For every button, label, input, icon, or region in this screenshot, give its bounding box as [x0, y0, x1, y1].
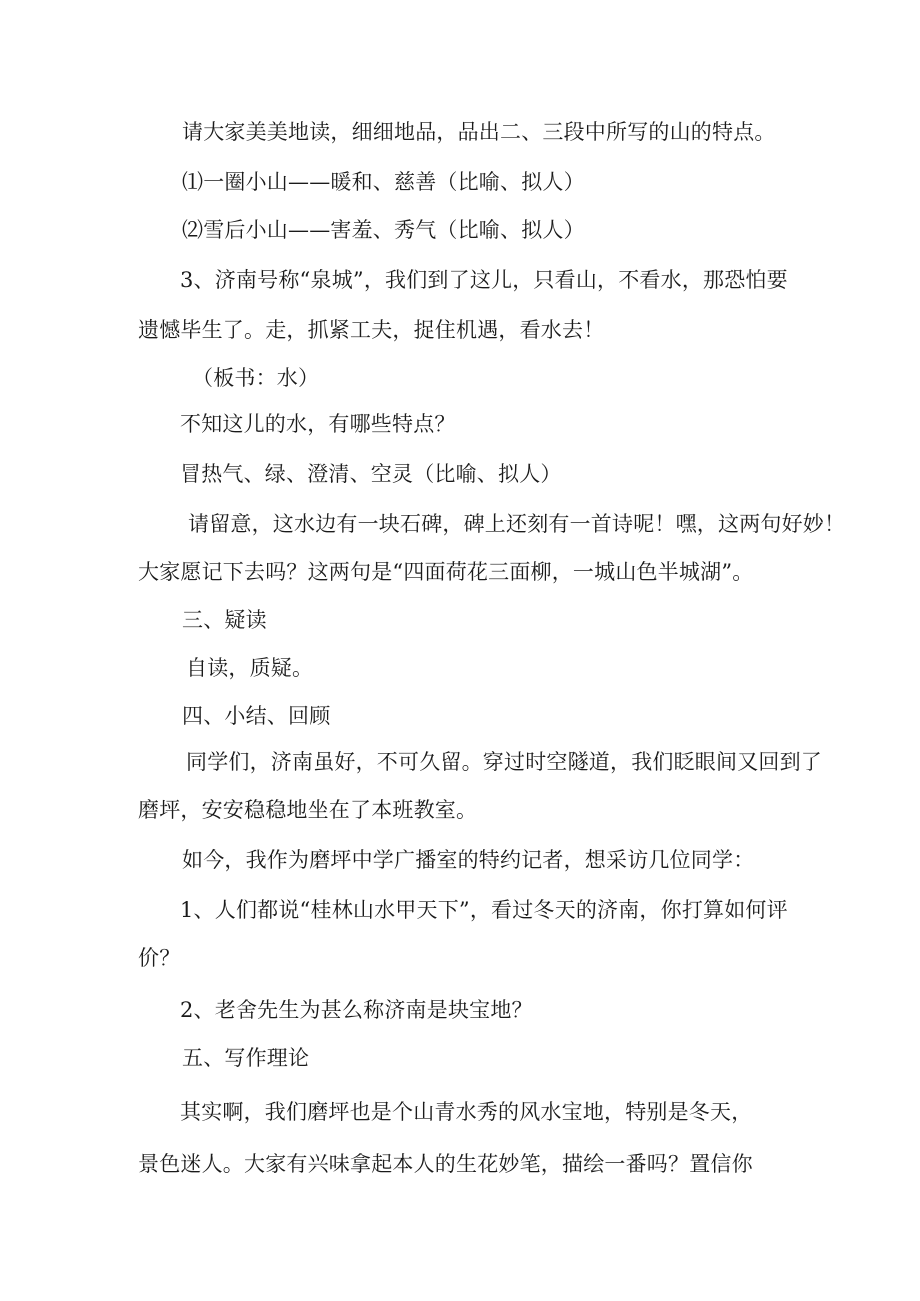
text-line: ⑵雪后小山——害羞、秀气（比喻、拟人） — [182, 218, 585, 242]
text-line: 景色迷人。大家有兴味拿起本人的生花妙笔，描绘一番吗？置信你 — [138, 1152, 753, 1176]
text-line: ⑴一圈小山——暖和、慈善（比喻、拟人） — [182, 170, 585, 194]
text-line: （板书：水） — [192, 366, 320, 390]
text-line: 请留意，这水边有一块石碑，碑上还刻有一首诗呢！嘿，这两句好妙！ — [188, 512, 846, 536]
text-line: 1、人们都说“桂林山水甲天下”，看过冬天的济南，你打算如何评 — [180, 898, 788, 922]
text-line: 其实啊，我们磨坪也是个山青水秀的风水宝地，特别是冬天， — [180, 1100, 753, 1124]
text-line: 2、老舍先生为甚么称济南是块宝地？ — [180, 998, 533, 1022]
text-line: 遗憾毕生了。走，抓紧工夫，捉住机遇，看水去！ — [138, 318, 605, 342]
text-line: 自读，质疑。 — [186, 656, 314, 680]
text-line: 大家愿记下去吗？这两句是“四面荷花三面柳，一城山色半城湖”。 — [138, 560, 754, 584]
text-line: 如今，我作为磨坪中学广播室的特约记者，想采访几位同学： — [182, 848, 755, 872]
section-heading: 三、疑读 — [182, 608, 267, 632]
text-line: 请大家美美地读，细细地品，品出二、三段中所写的山的特点。 — [182, 120, 776, 144]
text-line: 价？ — [138, 946, 181, 970]
section-heading: 四、小结、回顾 — [182, 704, 331, 728]
text-line: 同学们，济南虽好，不可久留。穿过时空隧道，我们眨眼间又回到了 — [186, 750, 822, 774]
text-line: 不知这儿的水，有哪些特点？ — [180, 412, 456, 436]
text-line: 冒热气、绿、澄清、空灵（比喻、拟人） — [180, 462, 562, 486]
text-line: 3、济南号称“泉城”，我们到了这儿，只看山，不看水，那恐怕要 — [180, 268, 788, 292]
section-heading: 五、写作理论 — [182, 1046, 310, 1070]
text-line: 磨坪，安安稳稳地坐在了本班教室。 — [138, 798, 478, 822]
